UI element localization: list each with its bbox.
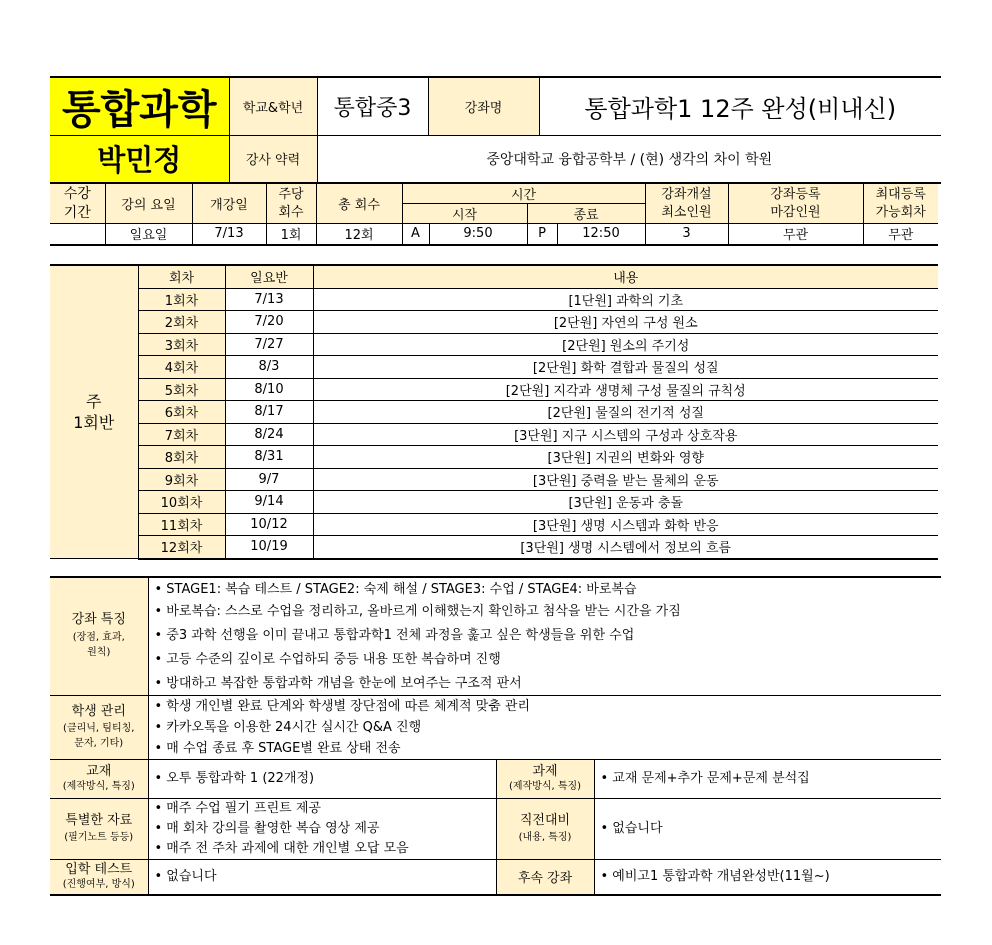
content-cell: [3단원] 생명 시스템에서 정보의 흐름 (313, 536, 938, 559)
date-cell: 8/10 (225, 378, 313, 401)
col-session-header: 회차 (138, 265, 225, 288)
teacher-name: 박민정 (50, 136, 229, 183)
table-row (50, 423, 938, 446)
content-cell: [2단원] 자연의 구성 원소 (313, 311, 938, 334)
homework-label: 과제 (제작방식, 특징) (496, 759, 594, 798)
feature-list (148, 577, 941, 695)
exam-prep-value: • 없습니다 (594, 798, 941, 859)
date-cell: 9/7 (225, 468, 313, 491)
content-cell: [3단원] 지구 시스템의 구성과 상호작용 (313, 423, 938, 446)
exam-prep-label: 직전대비 (내용, 특징) (496, 798, 594, 859)
list-item: • STAGE1: 복습 테스트 / STAGE2: 숙제 해설 / STAGE3: 수업 / STAGE4: 바로복습 (154, 582, 637, 598)
textbook-label: 교재 (제작방식, 특징) (50, 759, 148, 798)
start-time-value: 9:50 (429, 224, 527, 245)
content-cell: [3단원] 운동과 충돌 (313, 491, 938, 514)
day-label: 강의 요일 (105, 183, 192, 224)
content-cell: [3단원] 지권의 변화와 영향 (313, 446, 938, 469)
special-material-label: 특별한 자료 (필기노트 등등) (50, 798, 148, 859)
course-name-label: 강좌명 (428, 77, 539, 136)
table-row (50, 536, 938, 559)
curriculum-table (50, 264, 938, 560)
table-row (50, 378, 938, 401)
homework-value: • 교재 문제+추가 문제+문제 분석집 (594, 759, 941, 798)
col-date-header: 일요반 (225, 265, 313, 288)
session-cell: 9회차 (138, 468, 225, 491)
special-material-list (148, 798, 496, 859)
day-value: 일요일 (105, 224, 192, 245)
list-item: • 매주 수업 필기 프린트 제공 (154, 800, 321, 816)
curriculum-side-label: 주 1회반 (50, 265, 138, 559)
content-cell: [2단원] 원소의 주기성 (313, 333, 938, 356)
session-cell: 7회차 (138, 423, 225, 446)
end-time-label: 종료 (527, 204, 645, 224)
date-cell: 7/20 (225, 311, 313, 334)
list-item: • 바로복습: 스스로 수업을 정리하고, 올바르게 이해했는지 확인하고 첨삭을 받는 시간을 가짐 (154, 604, 681, 620)
deadline-value: 무관 (728, 224, 863, 245)
mgmt-label: 학생 관리 (클리닉, 팀티칭, 문자, 기타) (50, 695, 148, 759)
session-cell: 3회차 (138, 333, 225, 356)
list-item: • 매 회차 강의를 촬영한 복습 영상 제공 (154, 820, 380, 836)
weekly-label: 주당 회수 (266, 183, 316, 224)
session-cell: 1회차 (138, 288, 225, 311)
school-grade-value: 통합중3 (317, 77, 428, 136)
total-label: 총 회수 (316, 183, 402, 224)
period-label: 수강 기간 (50, 183, 105, 224)
start-ampm: A (402, 224, 429, 245)
deadline-label: 강좌등록 마감인원 (728, 183, 863, 224)
list-item: • 매주 전 주차 과제에 대한 개인별 오답 모음 (154, 840, 409, 856)
subject-title: 통합과학 (50, 77, 229, 136)
date-cell: 10/19 (225, 536, 313, 559)
content-cell: [2단원] 화학 결합과 물질의 성질 (313, 356, 938, 379)
session-cell: 10회차 (138, 491, 225, 514)
mgmt-list (148, 695, 941, 759)
followup-label: 후속 강좌 (496, 859, 594, 895)
followup-value: • 예비고1 통합과학 개념완성반(11월~) (594, 859, 941, 895)
content-cell: [1단원] 과학의 기초 (313, 288, 938, 311)
content-cell: [2단원] 물질의 전기적 성질 (313, 401, 938, 424)
session-cell: 2회차 (138, 311, 225, 334)
table-row (50, 356, 938, 379)
session-cell: 8회차 (138, 446, 225, 469)
date-cell: 9/14 (225, 491, 313, 514)
max-label: 최대등록 가능회차 (863, 183, 938, 224)
career-value: 중앙대학교 융합공학부 / (현) 생각의 차이 학원 (317, 136, 941, 183)
list-item: • 중3 과학 선행을 이미 끝내고 통합과학1 전체 과정을 훑고 싶은 학생들을 위한 수업 (154, 628, 635, 644)
list-item: • 학생 개인별 완료 단계와 학생별 장단점에 따른 체계적 맞춤 관리 (154, 698, 530, 714)
period-value (50, 224, 105, 245)
table-row (50, 401, 938, 424)
date-cell: 7/13 (225, 288, 313, 311)
schedule-table (50, 182, 938, 246)
textbook-value: • 오투 통합과학 1 (22개정) (148, 759, 496, 798)
date-cell: 8/24 (225, 423, 313, 446)
min-value: 3 (645, 224, 728, 245)
content-cell: [3단원] 생명 시스템과 화학 반응 (313, 513, 938, 536)
table-row (50, 288, 938, 311)
max-value: 무관 (863, 224, 938, 245)
end-ampm: P (527, 224, 557, 245)
start-date-label: 개강일 (192, 183, 266, 224)
course-name-value: 통합과학1 12주 완성(비내신) (539, 77, 941, 136)
start-date-value: 7/13 (192, 224, 266, 245)
session-cell: 5회차 (138, 378, 225, 401)
start-time-label: 시작 (402, 204, 527, 224)
date-cell: 7/27 (225, 333, 313, 356)
table-row (50, 491, 938, 514)
date-cell: 8/17 (225, 401, 313, 424)
end-time-value: 12:50 (557, 224, 645, 245)
date-cell: 8/3 (225, 356, 313, 379)
weekly-value: 1회 (266, 224, 316, 245)
entry-test-value: • 없습니다 (148, 859, 496, 895)
list-item: • 카카오톡을 이용한 24시간 실시간 Q&A 진행 (154, 719, 422, 735)
min-label: 강좌개설 최소인원 (645, 183, 728, 224)
date-cell: 10/12 (225, 513, 313, 536)
features-table (50, 576, 941, 896)
list-item: • 고등 수준의 깊이로 수업하되 중등 내용 또한 복습하며 진행 (154, 652, 501, 668)
list-item: • 매 수업 종료 후 STAGE별 완료 상태 전송 (154, 740, 401, 756)
course-header (50, 76, 941, 184)
session-cell: 11회차 (138, 513, 225, 536)
content-cell: [2단원] 지각과 생명체 구성 물질의 규칙성 (313, 378, 938, 401)
col-content-header: 내용 (313, 265, 938, 288)
total-value: 12회 (316, 224, 402, 245)
date-cell: 8/31 (225, 446, 313, 469)
table-row (50, 311, 938, 334)
entry-test-label: 입학 테스트 (진행여부, 방식) (50, 859, 148, 895)
session-cell: 4회차 (138, 356, 225, 379)
table-row (50, 446, 938, 469)
time-label: 시간 (402, 183, 645, 204)
table-row (50, 333, 938, 356)
table-row (50, 513, 938, 536)
session-cell: 6회차 (138, 401, 225, 424)
school-grade-label: 학교&학년 (229, 77, 317, 136)
table-row (50, 468, 938, 491)
content-cell: [3단원] 중력을 받는 물체의 운동 (313, 468, 938, 491)
career-label: 강사 약력 (229, 136, 317, 183)
feature-label: 강좌 특징 (장점, 효과, 원칙) (50, 577, 148, 695)
session-cell: 12회차 (138, 536, 225, 559)
list-item: • 방대하고 복잡한 통합과학 개념을 한눈에 보여주는 구조적 판서 (154, 676, 522, 692)
